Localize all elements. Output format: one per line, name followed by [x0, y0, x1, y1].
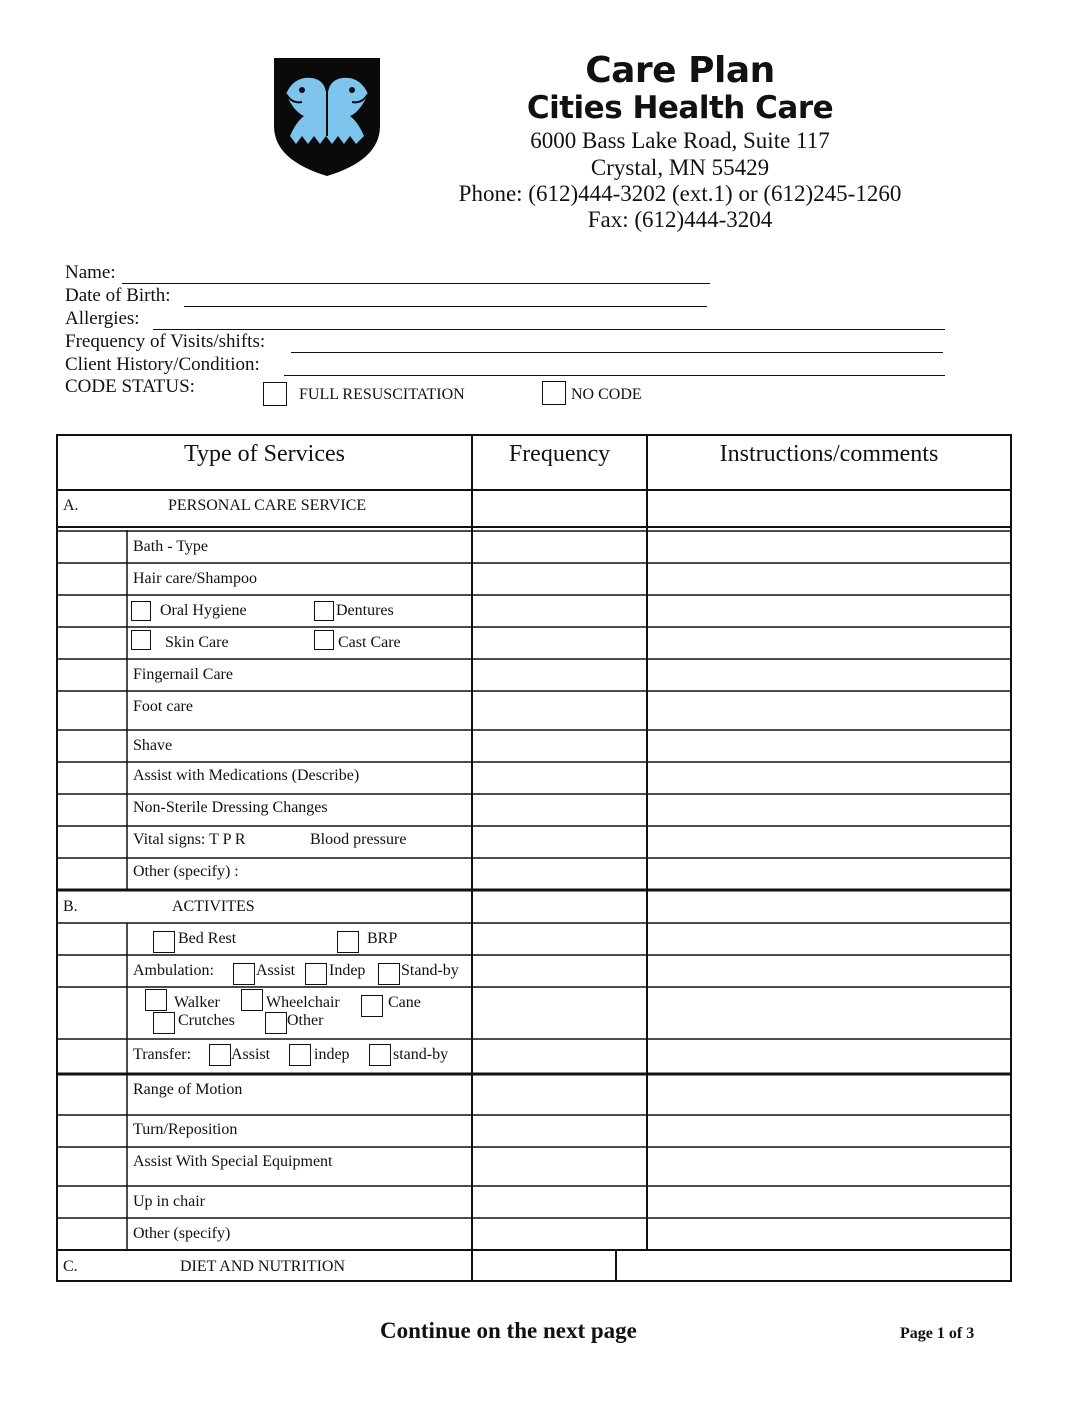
code-status-label: CODE STATUS: [65, 376, 195, 397]
section-b-letter: B. [63, 898, 78, 915]
section-b-title: ACTIVITES [172, 898, 255, 915]
bed-rest-checkbox[interactable] [153, 931, 175, 953]
service-blood-pressure: Blood pressure [310, 831, 407, 848]
activity-transfer: Transfer: [133, 1046, 192, 1063]
section-c-title: DIET AND NUTRITION [180, 1258, 346, 1275]
section-a-letter: A. [63, 497, 79, 514]
name-field[interactable] [122, 283, 710, 284]
address-line-2: Crystal, MN 55429 [590, 155, 770, 180]
activity-other-b: Other (specify) [133, 1225, 231, 1242]
brp-checkbox[interactable] [337, 931, 359, 953]
client-history-label: Client History/Condition: [65, 354, 260, 375]
cast-care-checkbox[interactable] [314, 630, 334, 650]
device-other: Other [287, 1012, 324, 1029]
crutches-checkbox[interactable] [153, 1012, 175, 1034]
full-resuscitation-checkbox[interactable] [263, 382, 287, 406]
service-vital-signs: Vital signs: T P R [133, 831, 246, 848]
activity-special-equipment: Assist With Special Equipment [133, 1153, 333, 1170]
organization-name: Cities Health Care [526, 90, 834, 126]
activity-brp: BRP [367, 930, 398, 947]
no-code-checkbox[interactable] [542, 381, 566, 405]
page-title: Care Plan [585, 50, 775, 91]
dentures-checkbox[interactable] [314, 601, 334, 621]
ambulation-indep-label: Indep [329, 962, 366, 979]
service-assist-medications: Assist with Medications (Describe) [133, 767, 360, 784]
frequency-visits-field[interactable] [291, 352, 943, 353]
oral-hygiene-checkbox[interactable] [131, 601, 151, 621]
dob-field[interactable] [184, 306, 707, 307]
transfer-standby-checkbox[interactable] [369, 1044, 391, 1066]
service-skin-care: Skin Care [165, 634, 229, 651]
dob-label: Date of Birth: [65, 285, 171, 306]
device-wheelchair: Wheelchair [266, 994, 340, 1011]
section-c-letter: C. [63, 1258, 78, 1275]
activity-range-of-motion: Range of Motion [133, 1081, 243, 1098]
client-history-field[interactable] [284, 375, 945, 376]
device-crutches: Crutches [178, 1012, 235, 1029]
activity-up-in-chair: Up in chair [133, 1193, 205, 1210]
continue-next-page-note: Continue on the next page [380, 1318, 637, 1343]
activity-ambulation: Ambulation: [133, 962, 214, 979]
ambulation-indep-checkbox[interactable] [305, 963, 327, 985]
phone-number: Phone: (612)444-3202 (ext.1) or (612)245-1260 [458, 181, 902, 206]
allergies-label: Allergies: [65, 308, 140, 329]
activity-turn-reposition: Turn/Reposition [133, 1121, 238, 1138]
header-frequency: Frequency [508, 441, 611, 467]
service-bath: Bath - Type [133, 538, 209, 555]
full-resuscitation-label: FULL RESUSCITATION [299, 386, 465, 403]
wheelchair-checkbox[interactable] [241, 989, 263, 1011]
service-fingernail-care: Fingernail Care [133, 666, 233, 683]
section-a-title: PERSONAL CARE SERVICE [168, 497, 367, 514]
transfer-standby-label: stand-by [393, 1046, 449, 1063]
page-number: Page 1 of 3 [900, 1325, 975, 1342]
allergies-field[interactable] [153, 329, 945, 330]
name-label: Name: [65, 262, 116, 283]
fax-number: Fax: (612)444-3204 [587, 207, 773, 232]
service-foot-care: Foot care [133, 698, 193, 715]
walker-checkbox[interactable] [145, 989, 167, 1011]
service-dentures: Dentures [336, 602, 394, 619]
transfer-assist-label: Assist [231, 1046, 271, 1063]
ambulation-assist-checkbox[interactable] [233, 963, 255, 985]
frequency-visits-label: Frequency of Visits/shifts: [65, 331, 266, 352]
ambulation-standby-label: Stand-by [401, 962, 459, 979]
ambulation-standby-checkbox[interactable] [378, 963, 400, 985]
activity-bed-rest: Bed Rest [178, 930, 237, 947]
cane-checkbox[interactable] [361, 995, 383, 1017]
service-hair-care: Hair care/Shampoo [133, 570, 257, 587]
service-cast-care: Cast Care [338, 634, 401, 651]
header-type-of-services: Type of Services [184, 441, 345, 467]
header-instructions-comments: Instructions/comments [719, 441, 939, 467]
address-line-1: 6000 Bass Lake Road, Suite 117 [530, 128, 830, 153]
service-other-a: Other (specify) : [133, 863, 239, 880]
ambulation-assist-label: Assist [256, 962, 296, 979]
service-dressing-changes: Non-Sterile Dressing Changes [133, 799, 328, 816]
service-oral-hygiene: Oral Hygiene [160, 602, 247, 619]
service-shave: Shave [133, 737, 173, 754]
device-cane: Cane [388, 994, 421, 1011]
transfer-indep-label: indep [314, 1046, 350, 1063]
other-device-checkbox[interactable] [265, 1012, 287, 1034]
no-code-label: NO CODE [571, 386, 642, 403]
eagle-shield-logo-icon [272, 56, 382, 178]
skin-care-checkbox[interactable] [131, 630, 151, 650]
device-walker: Walker [174, 994, 220, 1011]
transfer-assist-checkbox[interactable] [209, 1044, 231, 1066]
transfer-indep-checkbox[interactable] [289, 1044, 311, 1066]
